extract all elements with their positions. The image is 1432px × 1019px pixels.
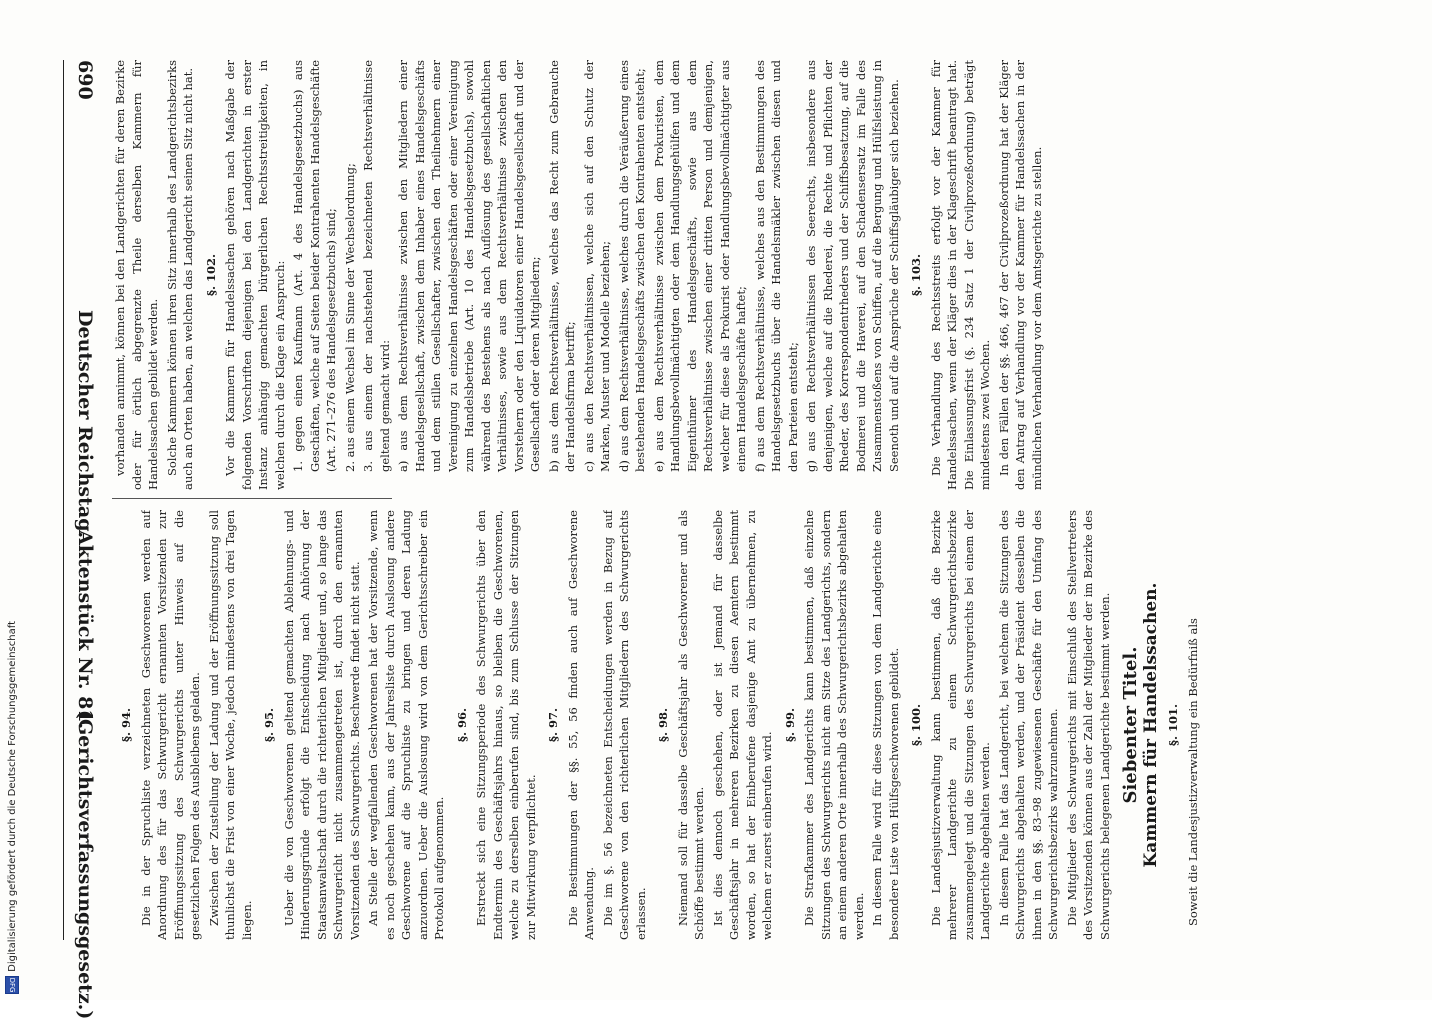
section-heading: §. 102. — [203, 253, 218, 297]
section-heading: §. 97. — [546, 707, 560, 743]
section-heading: §. 103. — [909, 253, 923, 297]
paragraph: Die Landesjustizverwaltung kann bestimmen, daß die Bezirke mehrerer Landgerichte zu einem Schwurgerichtsbezirke zusammengelegt und die Sitzungen des Schwurgerichts bei einem der Landgerichte abgehalten werden. — [928, 510, 992, 940]
dfg-logo: DFG — [5, 976, 19, 994]
paragraph: d) aus dem Rechtsverhältnisse, welches durch die Veräußerung eines bestehenden Handelsgeschäfts zwischen den Kontrahenten entsteht; — [616, 60, 647, 472]
paragraph: In diesem Falle wird für diese Sitzungen von dem Landgerichte eine besondere Liste von Hülfsgeschworenen gebildet. — [870, 510, 901, 940]
paragraph: Die Strafkammer des Landgerichts kann bestimmen, daß einzelne Sitzungen des Schwurgerichts nicht am Sitze des Landgerichts, sondern an einem anderen Orte innerhalb des Schwurgerichtsbezirks abgehalten werden. — [802, 510, 866, 940]
text-column-left — [112, 510, 1372, 940]
paragraph: f) aus dem Rechtsverhältnisse, welches aus den Bestimmungen des Handelsgesetzbuchs über die Handelsmäkler zwischen diesen und den Parteien entsteht; — [752, 60, 800, 472]
paragraph: b) aus dem Rechtsverhältnisse, welches das Recht zum Gebrauche der Handelsfirma betrifft; — [546, 60, 577, 472]
document-subject: (Gerichtsverfassungsgesetz.) — [74, 710, 96, 1019]
column-divider — [112, 498, 392, 499]
paragraph: Niemand soll für dasselbe Geschäftsjahr als Geschworener und als Schöffe bestimmt werden. — [675, 510, 706, 940]
section-heading: §. 94. — [119, 707, 133, 743]
paragraph: Solche Kammern können ihren Sitz innerhalb des Landgerichtsbezirks auch an Orten haben, an welchen das Landgericht seinen Sitz nicht hat. — [164, 60, 195, 490]
publication-title: Deutscher Reichstag. — [74, 310, 96, 539]
section-heading: §. 95. — [262, 707, 276, 743]
paragraph: Die in der Spruchliste verzeichneten Geschworenen werden auf Anordnung des für das Schwurgericht ernannten Vorsitzenden zur Eröffnungssitzung des Schwurgerichts unter Hinweis auf die gesetzlichen Folgen des Ausbleibens geladen. — [138, 510, 202, 940]
section-heading: §. 96. — [454, 707, 469, 743]
paragraph: Die Verhandlung des Rechtsstreits erfolgt vor der Kammer für Handelssachen, wenn der Kläger dies in der Klageschrift beantragt hat. Die Einlassungsfrist (§. 234 Satz 1 der Civilprozeßordnung) beträgt mindestens zwei Wochen. — [928, 60, 992, 490]
paragraph: Ueber die von Geschworenen geltend gemachten Ablehnungs- und Hinderungsgründe erfolgt die Entscheidung nach Anhörung der Staatsanwaltschaft durch die richterlichen Mitglieder und, so lange das Schwurgericht nicht zusammengetreten ist, durch den ernannten Vorsitzenden des Schwurgerichts. Beschwerde findet nicht statt. — [281, 510, 362, 940]
paragraph: a) aus dem Rechtsverhältnisse zwischen den Mitgliedern einer Handelsgesellschaft, zwischen dem Inhaber eines Handelsgeschäfts und dem stillen Gesellschafter, zwischen den Theilnehmern einer Vereinigung zu einzelnen Handelsgeschäften oder einer Vereinigung zum Handelsbetriebe (Art. 10 des Handelsgesetzbuchs), sowohl während des Bestehens als nach Auflösung des gesellschaftlichen Verhältnisses, sowie aus dem Rechtsverhältnisse zwischen den Vorstehern oder den Liquidatoren einer Handelsgesellschaft und der Gesellschaft oder deren Mitgliedern; — [396, 60, 542, 472]
paragraph: Die Mitglieder des Schwurgerichts mit Einschluß des Stellvertreters des Vorsitzenden können aus der Zahl der Mitglieder der im Bezirke des Schwurgerichts belegenen Landgerichte bestimmt werden. — [1064, 510, 1112, 940]
paragraph: In diesem Falle hat das Landgericht, bei welchem die Sitzungen des Schwurgerichts abgehalten werden, und der Präsident desselben die ihnen in den §§. 83–98 zugewiesenen Geschäfte für den Umfang des Schwurgerichtsbezirks wahrzunehmen. — [996, 510, 1060, 940]
section-heading: §. 100. — [909, 703, 923, 747]
paragraph: Ist dies dennoch geschehen, oder ist Jemand für dasselbe Geschäftsjahr in mehreren Bezirken zu diesen Aemtern bestimmt worden, so hat der Einberufene dasjenige Amt zu übernehmen, zu welchem er zuerst einberufen wird. — [710, 510, 774, 940]
paragraph: 3. aus einem der nachstehend bezeichneten Rechtsverhältnisse geltend gemacht wird: — [361, 60, 392, 472]
document-number: Aktenstück Nr. 81. — [74, 530, 96, 730]
title-heading: Siebenter Titel. — [1120, 646, 1141, 804]
page-footer — [2, 0, 20, 1000]
page-header — [63, 60, 104, 1019]
paragraph: Zwischen der Zustellung der Ladung und der Eröffnungssitzung soll thunlichst die Frist von einer Woche, jedoch mindestens von drei Tagen liegen. — [206, 510, 254, 940]
page-number: 690 — [74, 60, 96, 100]
paragraph: Die im §. 56 bezeichneten Entscheidungen werden in Bezug auf Geschworene von den richterlichen Mitgliedern des Schwurgerichts erlassen. — [600, 510, 648, 940]
paragraph: g) aus den Rechtsverhältnissen des Seerechts, insbesondere aus denjenigen, welche auf die Rhederei, die Rechte und Pflichten der Rheder, des Korrespondentrheders und der Schiffsbesatzung, auf die Bodmerei und die Haverei, auf den Schadensersatz im Falle des Zusammenstoßens von Schiffen, auf die Bergung und Hülfsleistung in Seenoth und auf die Ansprüche der Schiffsgläubiger sich beziehen. — [804, 60, 901, 472]
section-heading: §. 101. — [1166, 703, 1180, 747]
section-heading: §. 99. — [782, 707, 797, 743]
title-heading: Kammern für Handelssachen. — [1140, 582, 1161, 868]
paragraph: 2. aus einem Wechsel im Sinne der Wechselordnung; — [342, 163, 357, 472]
paragraph: An Stelle der wegfallenden Geschworenen hat der Vorsitzende, wenn es noch geschehen kann, aus der Jahresliste durch Auslosung andere Geschworene auf die Spruchliste zu bringen und deren Ladung anzuordnen. Ueber die Auslosung wird von dem Gerichtsschreiber ein Protokoll aufgenommen. — [366, 510, 446, 940]
paragraph: Erstreckt sich eine Sitzungsperiode des Schwurgerichts über den Endtermin des Geschäftsjahrs hinaus, so bleiben die Geschworenen, welche zu derselben einberufen sind, bis zum Schlusse der Sitzungen zur Mitwirkung verpflichtet. — [474, 510, 538, 940]
text-column-right — [112, 60, 1372, 490]
paragraph: Vor die Kammern für Handelssachen gehören nach Maßgabe der folgenden Vorschriften diejenigen bei den Landgerichten in erster Instanz anhängig gemachten bürgerlichen Rechtsstreitigkeiten, in welchen durch die Klage ein Anspruch: — [223, 60, 287, 490]
section-heading: §. 98. — [656, 707, 670, 743]
paragraph: Soweit die Landesjustizverwaltung ein Bedürfniß als — [1185, 618, 1200, 926]
paragraph: vorhanden annimmt, können bei den Landgerichten für deren Bezirke oder für örtlich abgegrenzte Theile derselben Kammern für Handelssachen gebildet werden. — [113, 60, 160, 490]
paragraph: 1. gegen einen Kaufmann (Art. 4 des Handelsgesetzbuchs) aus Geschäften, welche auf Seiten beider Kontrahenten Handelsgeschäfte (Art. 271–276 des Handelsgesetzbuchs) sind; — [291, 60, 338, 472]
paragraph: e) aus dem Rechtsverhältnisse zwischen dem Prokuristen, dem Handlungsbevollmächtigten oder dem Handlungsgehülfen und dem Eigenthümer des Handelsgeschäfts, sowie aus dem Rechtsverhältnisse zwischen einer dritten Person und demjenigen, welcher für diese als Prokurist oder Handlungsbevollmächtigter aus einem Handelsgeschäfte haftet; — [651, 60, 748, 472]
funding-note: Digitalisierung gefördert durch die Deutsche Forschungsgemeinschaft — [7, 621, 18, 972]
paragraph: In den Fällen der §§. 466, 467 der Civilprozeßordnung hat der Kläger den Antrag auf Verhandlung vor der Kammer für Handelssachen in der mündlichen Verhandlung vor dem Amtsgerichte zu stellen. — [996, 60, 1044, 490]
paragraph: c) aus den Rechtsverhältnissen, welche sich auf den Schutz der Marken, Muster und Modelle beziehen; — [581, 60, 612, 472]
paragraph: Die Bestimmungen der §§. 55, 56 finden auch auf Geschworene Anwendung. — [565, 510, 596, 940]
